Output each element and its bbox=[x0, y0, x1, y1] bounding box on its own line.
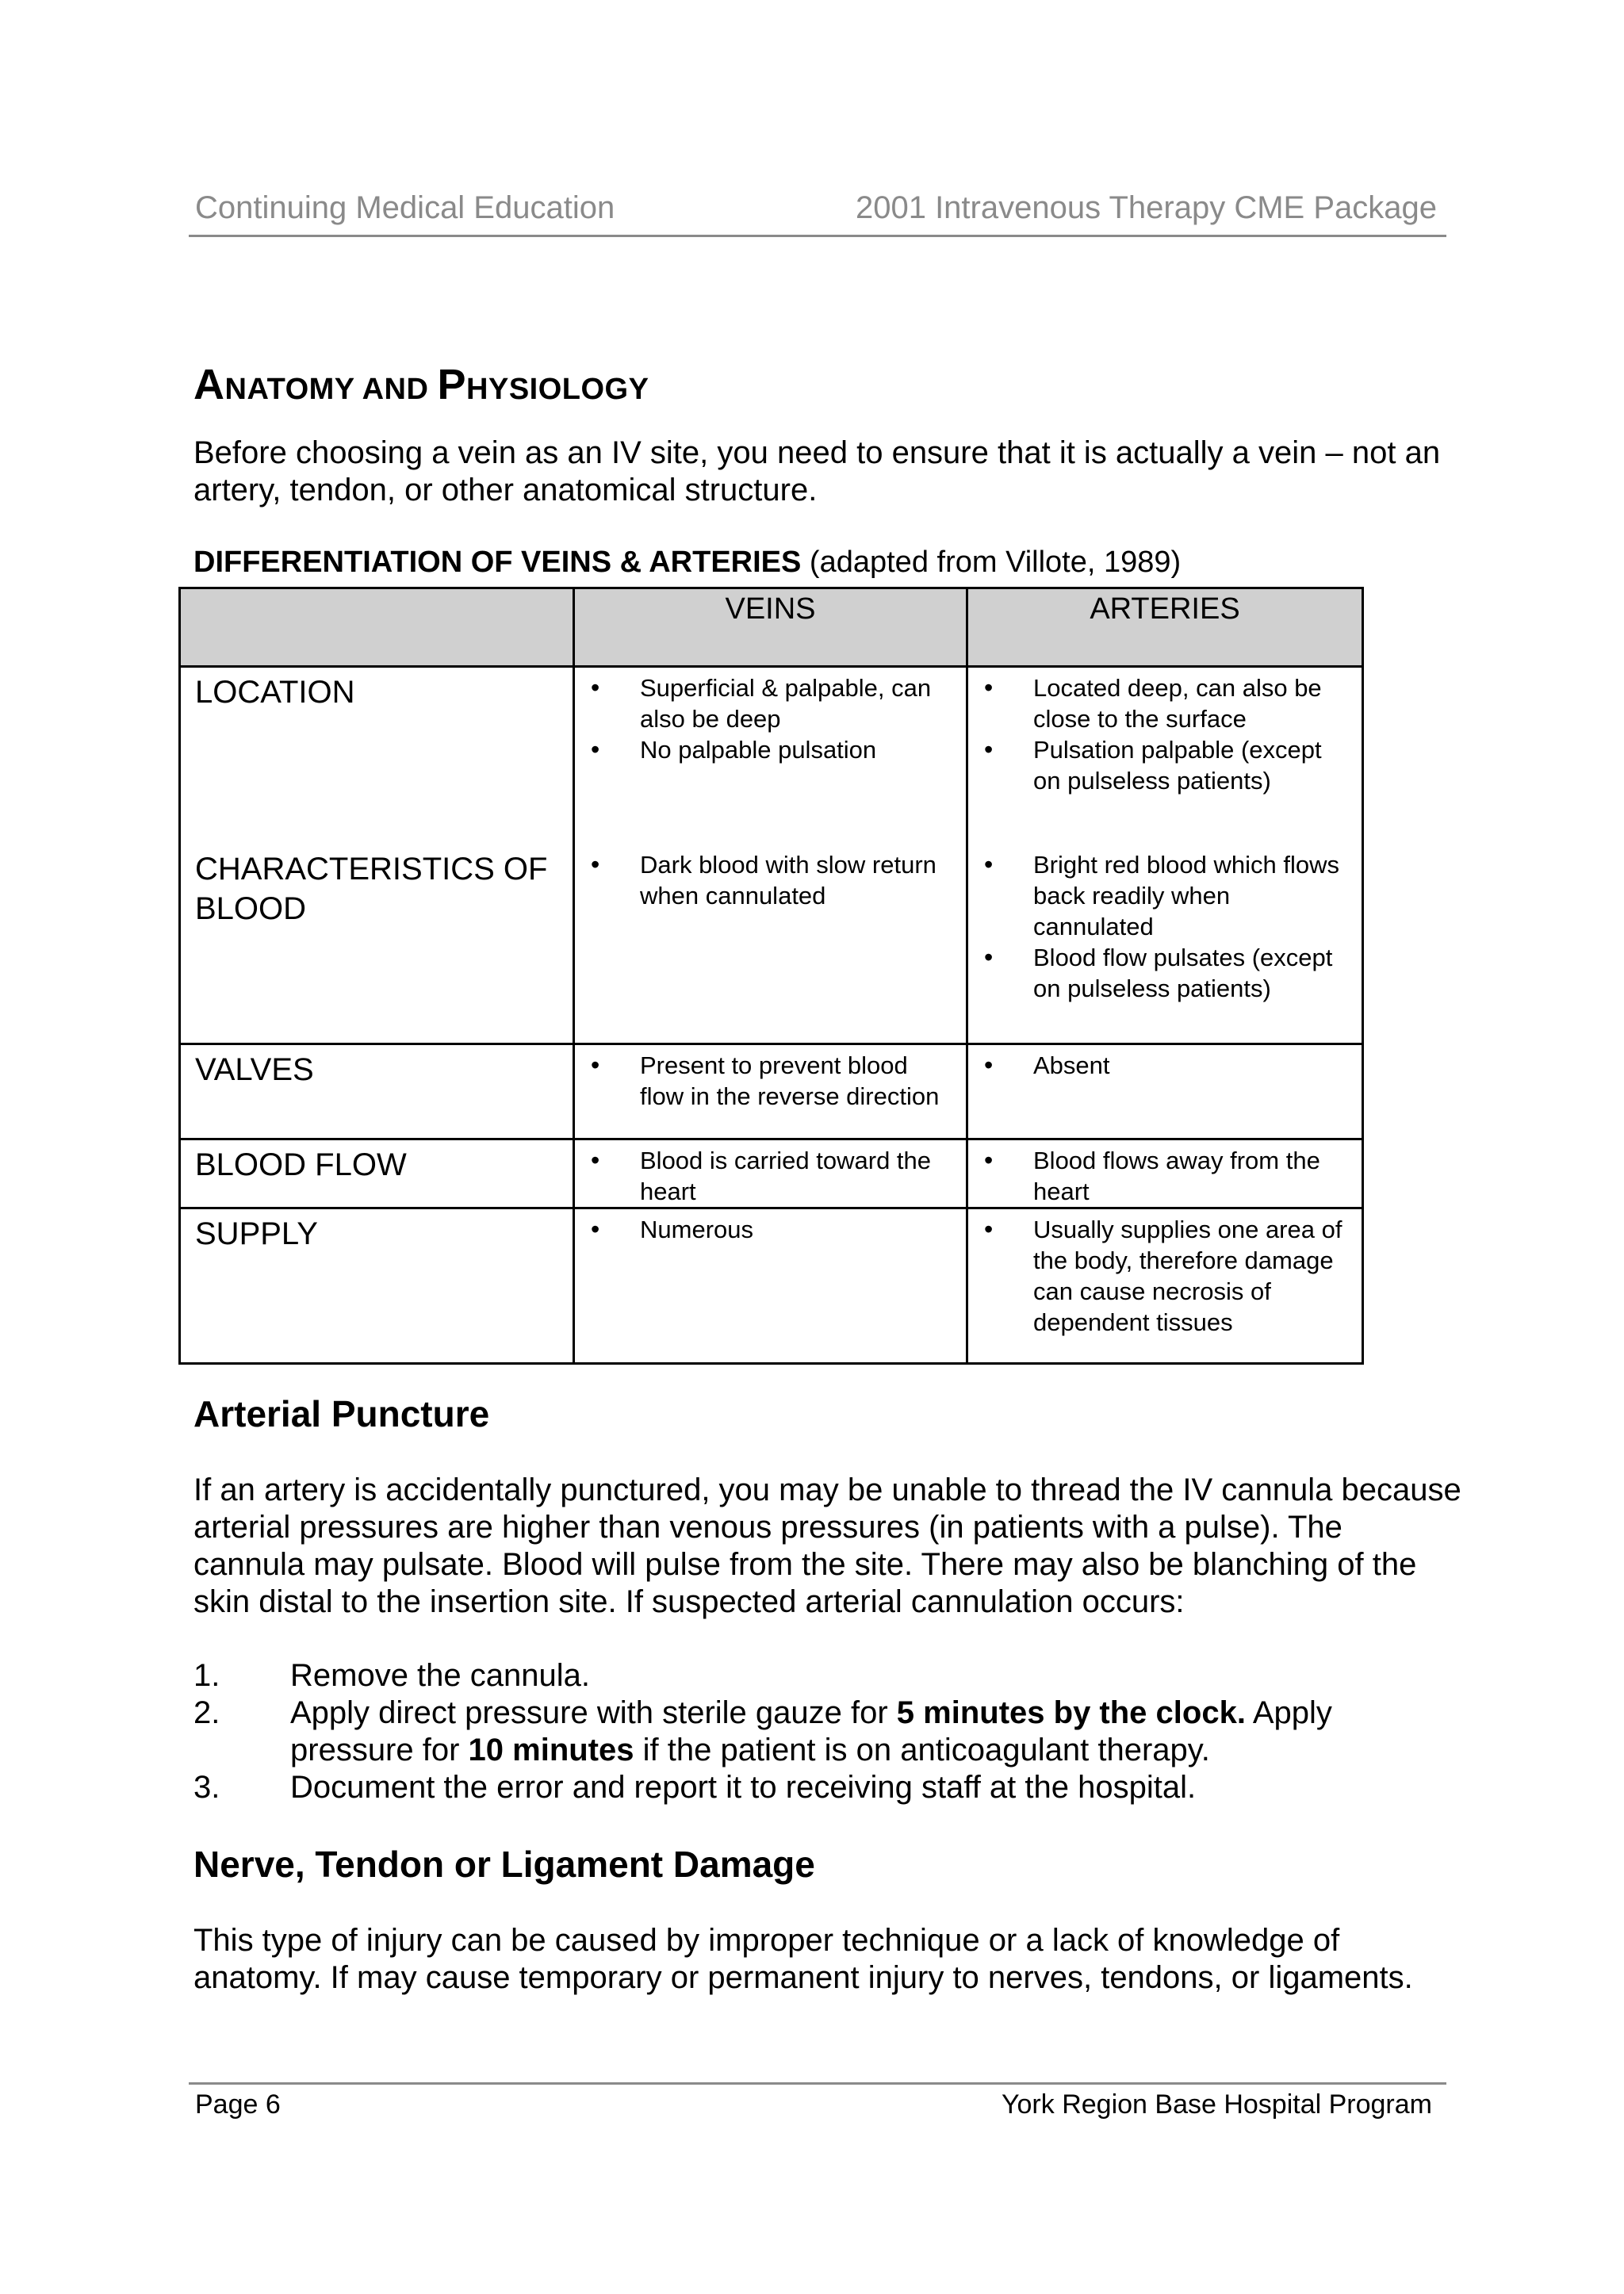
table-caption bbox=[193, 546, 1181, 580]
veins-list bbox=[575, 1140, 966, 1207]
page-number: Page 6 bbox=[195, 2089, 281, 2120]
section-title bbox=[193, 360, 649, 409]
step-number: 3. bbox=[193, 1770, 220, 1805]
veins-cell bbox=[574, 1208, 967, 1364]
list-item: • Dark blood with slow return when cannulated bbox=[591, 849, 956, 911]
step-text: Remove the cannula. bbox=[290, 1658, 591, 1693]
list-item: • Numerous bbox=[591, 1214, 956, 1245]
title-smallcaps-2: HYSIOLOGY bbox=[466, 373, 649, 406]
row-label-cell bbox=[180, 829, 574, 1044]
list-item: • No palpable pulsation bbox=[591, 734, 956, 765]
arteries-list bbox=[968, 1209, 1362, 1338]
table-row bbox=[180, 1208, 1363, 1364]
row-label-cell bbox=[180, 667, 574, 829]
arteries-list bbox=[968, 829, 1362, 1004]
intro-paragraph: Before choosing a vein as an IV site, you need to ensure that it is actually a vein – not an artery, tendon, or other anatomical structure. bbox=[193, 435, 1441, 507]
table-header-row bbox=[180, 588, 1363, 667]
table-row bbox=[180, 1044, 1363, 1139]
list-item: • Blood is carried toward the heart bbox=[591, 1145, 956, 1207]
arteries-cell bbox=[967, 829, 1363, 1044]
row-label: BLOOD FLOW bbox=[195, 1147, 407, 1182]
row-label-cell bbox=[180, 1208, 574, 1364]
list-item: • Pulsation palpable (except on pulseless patients) bbox=[984, 734, 1352, 796]
step-text: Document the error and report it to receiving staff at the hospital. bbox=[290, 1770, 1197, 1805]
footer-organization: York Region Base Hospital Program bbox=[1001, 2089, 1432, 2120]
nerve-damage-paragraph: This type of injury can be caused by improper technique or a lack of knowledge of anatomy. If may cause temporary or permanent injury to nerves, tendons, or ligaments. bbox=[193, 1923, 1413, 1995]
veins-list bbox=[575, 1045, 966, 1112]
list-item bbox=[193, 1769, 1431, 1806]
step-text: Apply pressure for bbox=[290, 1695, 1332, 1767]
table-caption-source: (adapted from Villote, 1989) bbox=[801, 546, 1182, 579]
step-text: Apply direct pressure with sterile gauze for bbox=[290, 1695, 897, 1730]
list-item: • Bright red blood which flows back readily when cannulated bbox=[984, 849, 1352, 942]
step-number: 1. bbox=[193, 1658, 220, 1693]
step-text: if the patient is on anticoagulant therapy. bbox=[634, 1733, 1210, 1767]
veins-list bbox=[575, 1209, 966, 1245]
list-item: • Superficial & palpable, can also be deep bbox=[591, 672, 956, 734]
running-footer bbox=[189, 2082, 1446, 2120]
arterial-puncture-heading: Arterial Puncture bbox=[193, 1393, 490, 1434]
header-left-text: Continuing Medical Education bbox=[195, 190, 615, 225]
title-initial-p: P bbox=[437, 361, 467, 408]
row-label: CHARACTERISTICS OF BLOOD bbox=[195, 851, 548, 926]
arteries-cell bbox=[967, 1208, 1363, 1364]
list-item: • Blood flows away from the heart bbox=[984, 1145, 1352, 1207]
table-row bbox=[180, 829, 1363, 1044]
title-initial-a: A bbox=[193, 361, 225, 408]
list-item: • Present to prevent blood flow in the reverse direction bbox=[591, 1050, 956, 1112]
header-arteries: ARTERIES bbox=[967, 588, 1363, 667]
step-emphasis: 5 minutes by the clock. bbox=[896, 1695, 1246, 1730]
header-empty-cell bbox=[180, 588, 574, 667]
arteries-cell bbox=[967, 667, 1363, 829]
table-row bbox=[180, 1139, 1363, 1208]
row-label: LOCATION bbox=[195, 675, 355, 710]
arterial-steps-list bbox=[193, 1657, 1431, 1806]
row-label: SUPPLY bbox=[195, 1216, 318, 1251]
step-emphasis: 10 minutes bbox=[468, 1733, 634, 1767]
veins-cell bbox=[574, 667, 967, 829]
veins-list bbox=[575, 668, 966, 765]
veins-arteries-table bbox=[178, 587, 1364, 1365]
list-item: • Usually supplies one area of the body, therefore damage can cause necrosis of dependent tissues bbox=[984, 1214, 1352, 1338]
table-row bbox=[180, 667, 1363, 829]
row-label-cell bbox=[180, 1139, 574, 1208]
arteries-cell bbox=[967, 1139, 1363, 1208]
list-item: • Absent bbox=[984, 1050, 1352, 1081]
table-caption-bold: DIFFERENTIATION OF VEINS & ARTERIES bbox=[193, 546, 802, 579]
header-veins: VEINS bbox=[574, 588, 967, 667]
veins-cell bbox=[574, 1139, 967, 1208]
row-label: VALVES bbox=[195, 1052, 314, 1087]
veins-cell bbox=[574, 1044, 967, 1139]
list-item bbox=[193, 1657, 1431, 1695]
header-right-text: 2001 Intravenous Therapy CME Package bbox=[855, 190, 1437, 225]
list-item bbox=[193, 1695, 1431, 1769]
list-item: • Blood flow pulsates (except on pulseless patients) bbox=[984, 942, 1352, 1004]
nerve-damage-heading: Nerve, Tendon or Ligament Damage bbox=[193, 1844, 815, 1885]
veins-cell bbox=[574, 829, 967, 1044]
arterial-puncture-paragraph: If an artery is accidentally punctured, you may be unable to thread the IV cannula because arterial pressures are higher than venous pressures (in patients with a pulse). The cannula may pulsate. Blood will pulse from the site. There may also be blanching of the skin distal to the insertion site. If suspected arterial cannulation occurs: bbox=[193, 1473, 1461, 1619]
arteries-cell bbox=[967, 1044, 1363, 1139]
row-label-cell bbox=[180, 1044, 574, 1139]
title-smallcaps-1: NATOMY AND bbox=[224, 373, 438, 406]
list-item: • Located deep, can also be close to the surface bbox=[984, 672, 1352, 734]
arteries-list bbox=[968, 1045, 1362, 1081]
veins-list bbox=[575, 829, 966, 911]
arteries-list bbox=[968, 668, 1362, 796]
step-number: 2. bbox=[193, 1695, 220, 1730]
arteries-list bbox=[968, 1140, 1362, 1207]
running-header bbox=[189, 189, 1446, 237]
